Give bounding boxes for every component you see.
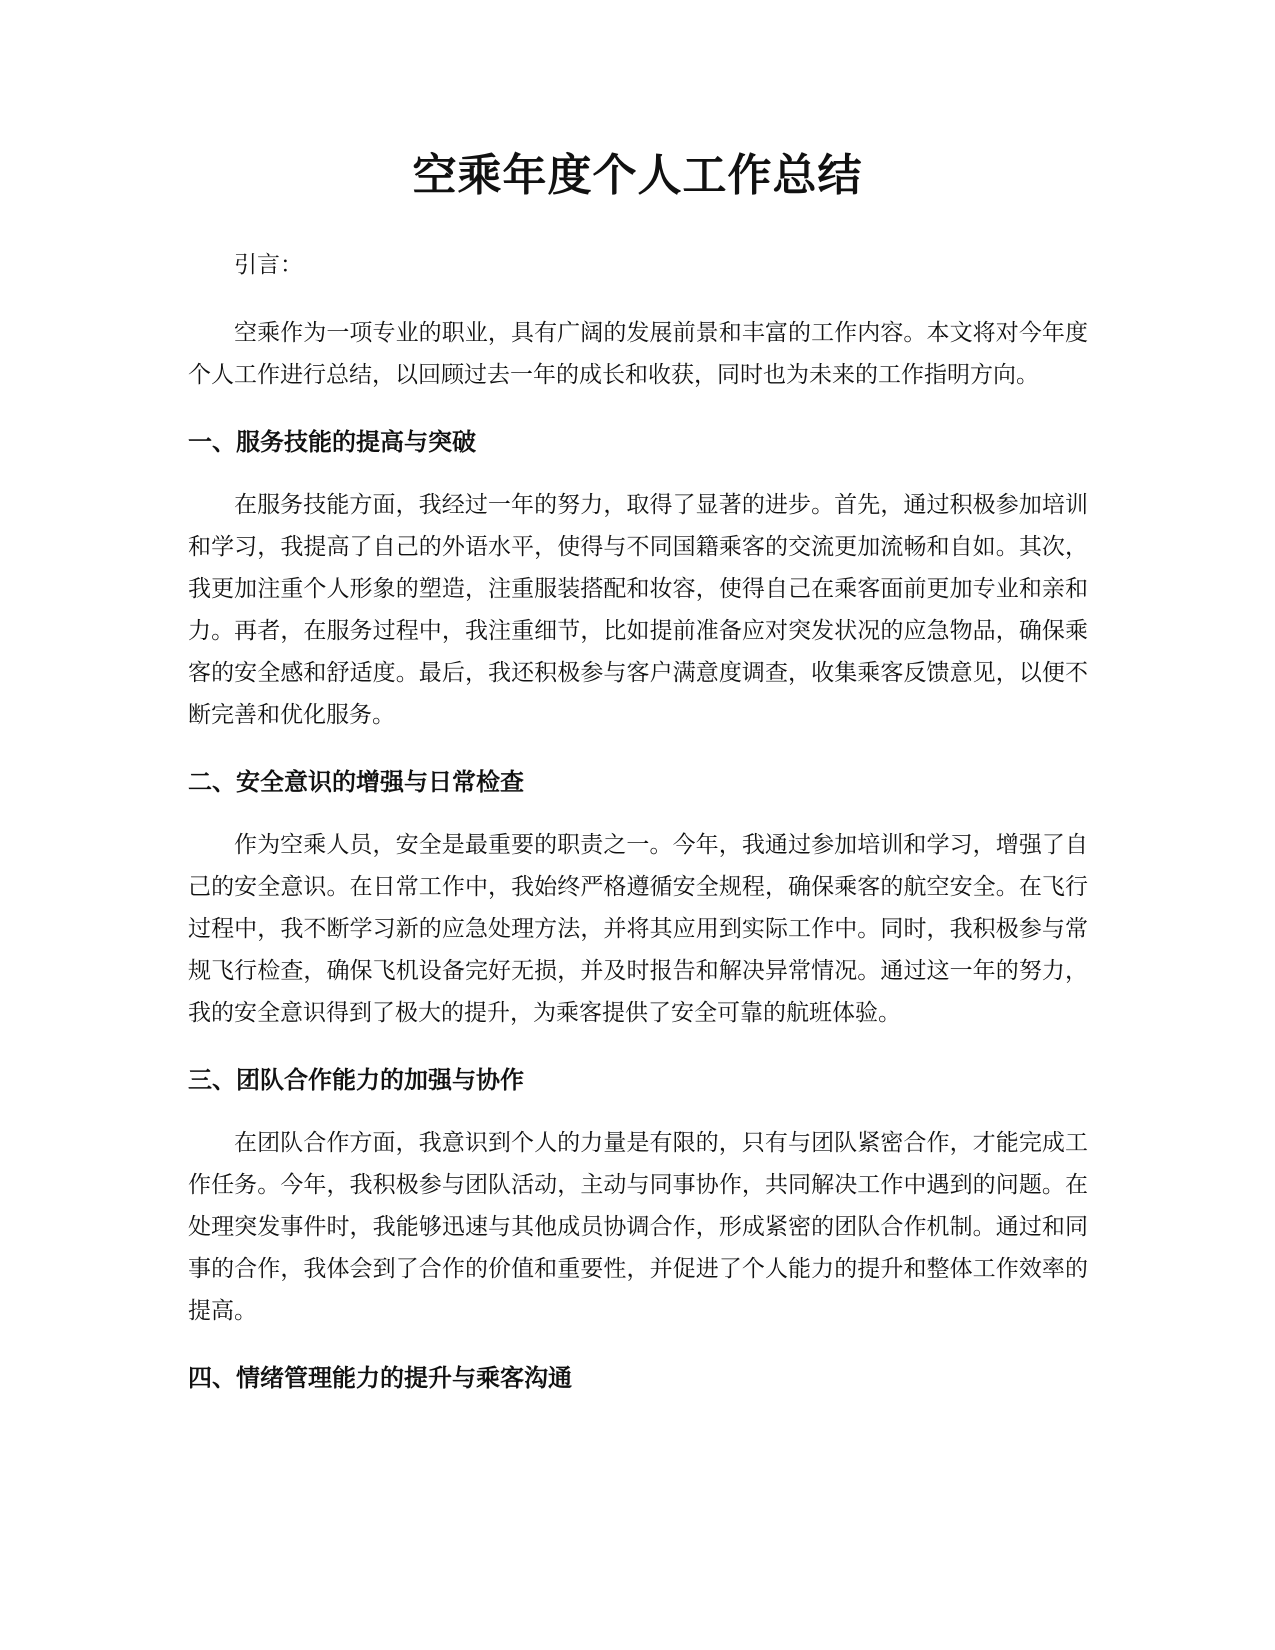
section-heading-2: 二、安全意识的增强与日常检查 [188, 768, 524, 796]
section-heading-1: 一、服务技能的提高与突破 [188, 428, 476, 456]
intro-label: 引言： [234, 252, 303, 278]
section-heading-3: 三、团队合作能力的加强与协作 [188, 1066, 524, 1094]
section-paragraph-3: 在团队合作方面，我意识到个人的力量是有限的，只有与团队紧密合作，才能完成工作任务。今年，我积极参与团队活动，主动与同事协作，共同解决工作中遇到的问题。在处理突发事件时，我能够迅速与其他成员协调合作，形成紧密的团队合作机制。通过和同事的合作，我体会到了合作的价值和重要性，并促进了个人能力的提升和整体工作效率的提高。 [188, 1130, 1088, 1324]
document-body [188, 244, 1088, 1420]
section-heading-4: 四、情绪管理能力的提升与乘客沟通 [188, 1364, 572, 1392]
section-paragraph-1: 在服务技能方面，我经过一年的努力，取得了显著的进步。首先，通过积极参加培训和学习，我提高了自己的外语水平，使得与不同国籍乘客的交流更加流畅和自如。其次，我更加注重个人形象的塑造，注重服装搭配和妆容，使得自己在乘客面前更加专业和亲和力。再者，在服务过程中，我注重细节，比如提前准备应对突发状况的应急物品，确保乘客的安全感和舒适度。最后，我还积极参与客户满意度调查，收集乘客反馈意见，以便不断完善和优化服务。 [188, 492, 1088, 728]
intro-paragraph: 空乘作为一项专业的职业，具有广阔的发展前景和丰富的工作内容。本文将对今年度个人工作进行总结，以回顾过去一年的成长和收获，同时也为未来的工作指明方向。 [188, 320, 1088, 388]
document-title: 空乘年度个人工作总结 [412, 150, 863, 201]
section-paragraph-2: 作为空乘人员，安全是最重要的职责之一。今年，我通过参加培训和学习，增强了自己的安全意识。在日常工作中，我始终严格遵循安全规程，确保乘客的航空安全。在飞行过程中，我不断学习新的应急处理方法，并将其应用到实际工作中。同时，我积极参与常规飞行检查，确保飞机设备完好无损，并及时报告和解决异常情况。通过这一年的努力，我的安全意识得到了极大的提升，为乘客提供了安全可靠的航班体验。 [188, 832, 1088, 1026]
